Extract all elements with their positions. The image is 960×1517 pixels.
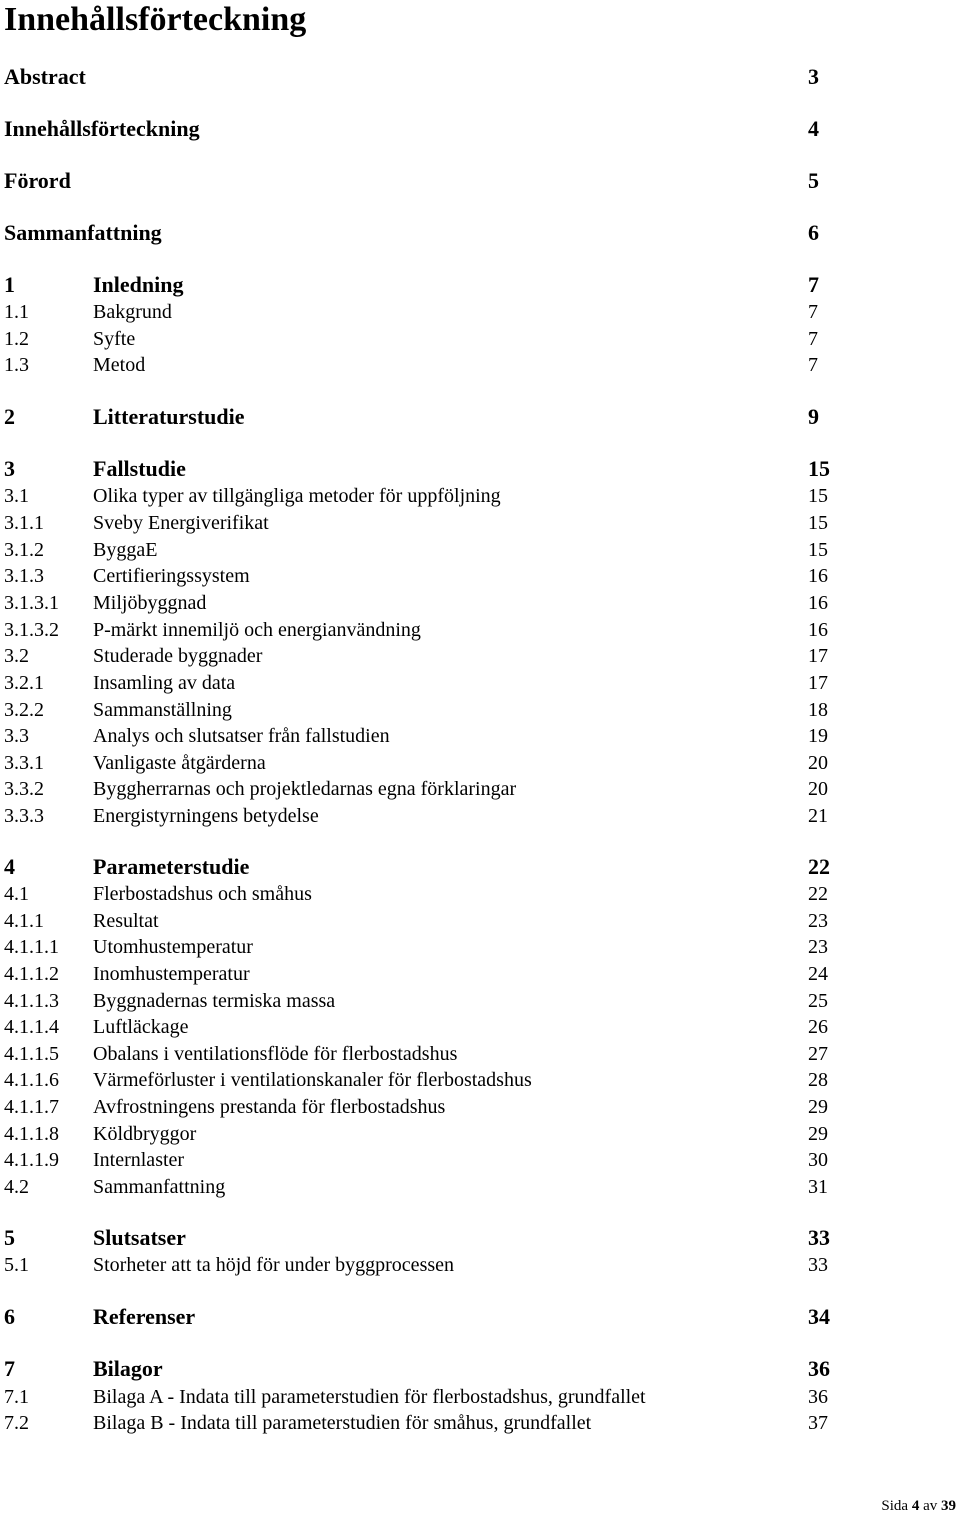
toc-entry-label: Sveby Energiverifikat bbox=[93, 512, 269, 534]
toc-entry-number: 3.1.3 bbox=[4, 565, 44, 587]
toc-entry-label: Luftläckage bbox=[93, 1016, 189, 1038]
toc-entry-page: 20 bbox=[808, 778, 828, 800]
toc-entry-page: 36 bbox=[808, 1356, 830, 1381]
toc-entry-page: 37 bbox=[808, 1412, 828, 1434]
toc-entry-label: Inomhustemperatur bbox=[93, 963, 250, 985]
toc-entry-page: 22 bbox=[808, 854, 830, 879]
toc-entry-label: Bilaga B - Indata till parameterstudien för småhus, grundfallet bbox=[93, 1412, 592, 1434]
toc-entry-number: 5.1 bbox=[4, 1254, 29, 1276]
toc-entry-number: 4.1.1.7 bbox=[4, 1096, 59, 1118]
page-footer bbox=[881, 1496, 956, 1516]
toc-entry-page: 29 bbox=[808, 1096, 828, 1118]
toc-entry-page: 15 bbox=[808, 539, 828, 561]
toc-entry-number: 3.2.2 bbox=[4, 699, 44, 721]
toc-entry-number: 3.3.3 bbox=[4, 805, 44, 827]
toc-entry-label: Obalans i ventilationsflöde för flerbostadshus bbox=[93, 1043, 458, 1065]
toc-entry-number: 7.1 bbox=[4, 1386, 29, 1408]
toc-entry-number: 1 bbox=[4, 272, 15, 297]
toc-entry-page: 6 bbox=[808, 220, 819, 245]
toc-entry-page: 16 bbox=[808, 592, 828, 614]
toc-entry-number: 4 bbox=[4, 854, 15, 879]
toc-entry-label: Resultat bbox=[93, 910, 159, 932]
toc-entry-number: 3.3.1 bbox=[4, 752, 44, 774]
toc-entry-number: 1.3 bbox=[4, 354, 29, 376]
toc-entry-page: 20 bbox=[808, 752, 828, 774]
footer-prefix: Sida bbox=[881, 1498, 909, 1514]
toc-entry-page: 24 bbox=[808, 963, 828, 985]
toc-entry-label: Studerade byggnader bbox=[93, 645, 263, 667]
toc-entry-number: 3.3 bbox=[4, 725, 29, 747]
toc-entry-page: 36 bbox=[808, 1386, 828, 1408]
toc-entry-number: 4.1.1.4 bbox=[4, 1016, 59, 1038]
toc-entry-number: 3.3.2 bbox=[4, 778, 44, 800]
toc-entry-label: P-märkt innemiljö och energianvändning bbox=[93, 619, 421, 641]
toc-entry-page: 19 bbox=[808, 725, 828, 747]
footer-current-page: 4 bbox=[911, 1498, 920, 1514]
toc-entry-page: 28 bbox=[808, 1069, 828, 1091]
toc-entry-label: Vanligaste åtgärderna bbox=[93, 752, 266, 774]
toc-entry-number: 3.1.2 bbox=[4, 539, 44, 561]
toc-entry-label: Litteraturstudie bbox=[93, 404, 245, 429]
toc-entry-page: 7 bbox=[808, 301, 818, 323]
toc-entry-label: Parameterstudie bbox=[93, 854, 250, 879]
toc-entry-label: Insamling av data bbox=[93, 672, 236, 694]
toc-entry-page: 26 bbox=[808, 1016, 828, 1038]
toc-entry-label: Energistyrningens betydelse bbox=[93, 805, 319, 827]
toc-entry-page: 7 bbox=[808, 328, 818, 350]
toc-entry-page: 9 bbox=[808, 404, 819, 429]
toc-entry-number: 3.1.3.2 bbox=[4, 619, 59, 641]
toc-entry-number: 4.1.1.6 bbox=[4, 1069, 59, 1091]
toc-entry-label: Abstract bbox=[4, 64, 86, 89]
toc-entry-label: Analys och slutsatser från fallstudien bbox=[93, 725, 390, 747]
toc-entry-page: 31 bbox=[808, 1176, 828, 1198]
toc-entry-page: 34 bbox=[808, 1304, 830, 1329]
toc-entry-number: 7 bbox=[4, 1356, 15, 1381]
toc-entry-number: 2 bbox=[4, 404, 15, 429]
toc-entry-number: 4.1.1.9 bbox=[4, 1149, 59, 1171]
toc-entry-page: 15 bbox=[808, 512, 828, 534]
footer-separator: av bbox=[923, 1498, 938, 1514]
toc-entry-page: 27 bbox=[808, 1043, 828, 1065]
toc-entry-label: Inledning bbox=[93, 272, 184, 297]
toc-entry-number: 3.1.3.1 bbox=[4, 592, 59, 614]
toc-entry-page: 21 bbox=[808, 805, 828, 827]
toc-entry-label: Certifieringssystem bbox=[93, 565, 250, 587]
toc-entry-page: 16 bbox=[808, 619, 828, 641]
toc-entry-number: 7.2 bbox=[4, 1412, 29, 1434]
toc-entry-page: 3 bbox=[808, 64, 819, 89]
toc-entry-page: 7 bbox=[808, 272, 819, 297]
toc-entry-page: 25 bbox=[808, 990, 828, 1012]
toc-entry-number: 3.1.1 bbox=[4, 512, 44, 534]
toc-entry-label: Referenser bbox=[93, 1304, 196, 1329]
toc-entry-number: 4.1.1.2 bbox=[4, 963, 59, 985]
toc-entry-label: Slutsatser bbox=[93, 1225, 186, 1250]
toc-entry-number: 5 bbox=[4, 1225, 15, 1250]
toc-entry-number: 3 bbox=[4, 456, 15, 481]
toc-entry-label: Syfte bbox=[93, 328, 136, 350]
toc-entry-number: 1.1 bbox=[4, 301, 29, 323]
toc-entry-label: Metod bbox=[93, 354, 146, 376]
toc-entry-number: 3.2.1 bbox=[4, 672, 44, 694]
toc-entry-label: Olika typer av tillgängliga metoder för uppföljning bbox=[93, 485, 501, 507]
toc-entry-number: 4.1.1.5 bbox=[4, 1043, 59, 1065]
toc-entry-label: Bilagor bbox=[93, 1356, 163, 1381]
toc-entry-page: 4 bbox=[808, 116, 819, 141]
toc-entry-page: 33 bbox=[808, 1225, 830, 1250]
toc-entry-page: 15 bbox=[808, 456, 830, 481]
toc-entry-label: Sammanfattning bbox=[4, 220, 162, 245]
toc-entry-label: ByggaE bbox=[93, 539, 158, 561]
toc-entry-label: Utomhustemperatur bbox=[93, 936, 253, 958]
toc-entry-number: 4.1 bbox=[4, 883, 29, 905]
toc-entry-label: Avfrostningens prestanda för flerbostadshus bbox=[93, 1096, 446, 1118]
toc-entry-label: Byggnadernas termiska massa bbox=[93, 990, 336, 1012]
toc-entry-number: 6 bbox=[4, 1304, 15, 1329]
toc-entry-label: Flerbostadshus och småhus bbox=[93, 883, 312, 905]
toc-entry-label: Sammanställning bbox=[93, 699, 232, 721]
toc-entry-page: 30 bbox=[808, 1149, 828, 1171]
toc-entry-page: 29 bbox=[808, 1123, 828, 1145]
footer-total-pages: 39 bbox=[941, 1498, 956, 1514]
toc-entry-label: Bilaga A - Indata till parameterstudien för flerbostadshus, grundfallet bbox=[93, 1386, 646, 1408]
toc-entry-label: Köldbryggor bbox=[93, 1123, 197, 1145]
toc-entry-label: Sammanfattning bbox=[93, 1176, 226, 1198]
page-title: Innehållsförteckning bbox=[4, 1, 307, 38]
toc-entry-number: 4.1.1.3 bbox=[4, 990, 59, 1012]
toc-entry-page: 22 bbox=[808, 883, 828, 905]
toc-entry-number: 4.2 bbox=[4, 1176, 29, 1198]
toc-entry-number: 4.1.1 bbox=[4, 910, 44, 932]
toc-entry-page: 17 bbox=[808, 672, 828, 694]
toc-entry-label: Storheter att ta höjd för under byggprocessen bbox=[93, 1254, 455, 1276]
toc-entry-number: 3.1 bbox=[4, 485, 29, 507]
toc-entry-page: 17 bbox=[808, 645, 828, 667]
toc-entry-label: Förord bbox=[4, 168, 71, 193]
toc-entry-page: 7 bbox=[808, 354, 818, 376]
toc-entry-number: 4.1.1.1 bbox=[4, 936, 59, 958]
toc-entry-label: Miljöbyggnad bbox=[93, 592, 207, 614]
toc-entry-label: Byggherrarnas och projektledarnas egna förklaringar bbox=[93, 778, 517, 800]
toc-entry-page: 23 bbox=[808, 936, 828, 958]
toc-entry-label: Bakgrund bbox=[93, 301, 172, 323]
toc-entry-page: 23 bbox=[808, 910, 828, 932]
toc-entry-page: 15 bbox=[808, 485, 828, 507]
toc-entry-page: 33 bbox=[808, 1254, 828, 1276]
toc-entry-number: 3.2 bbox=[4, 645, 29, 667]
toc-entry-page: 16 bbox=[808, 565, 828, 587]
toc-entry-label: Fallstudie bbox=[93, 456, 186, 481]
toc-entry-label: Internlaster bbox=[93, 1149, 185, 1171]
toc-entry-number: 4.1.1.8 bbox=[4, 1123, 59, 1145]
toc-entry-number: 1.2 bbox=[4, 328, 29, 350]
toc-entry-label: Innehållsförteckning bbox=[4, 116, 200, 141]
toc-entry-label: Värmeförluster i ventilationskanaler för flerbostadshus bbox=[93, 1069, 532, 1091]
toc-entry-page: 18 bbox=[808, 699, 828, 721]
toc-entry-page: 5 bbox=[808, 168, 819, 193]
